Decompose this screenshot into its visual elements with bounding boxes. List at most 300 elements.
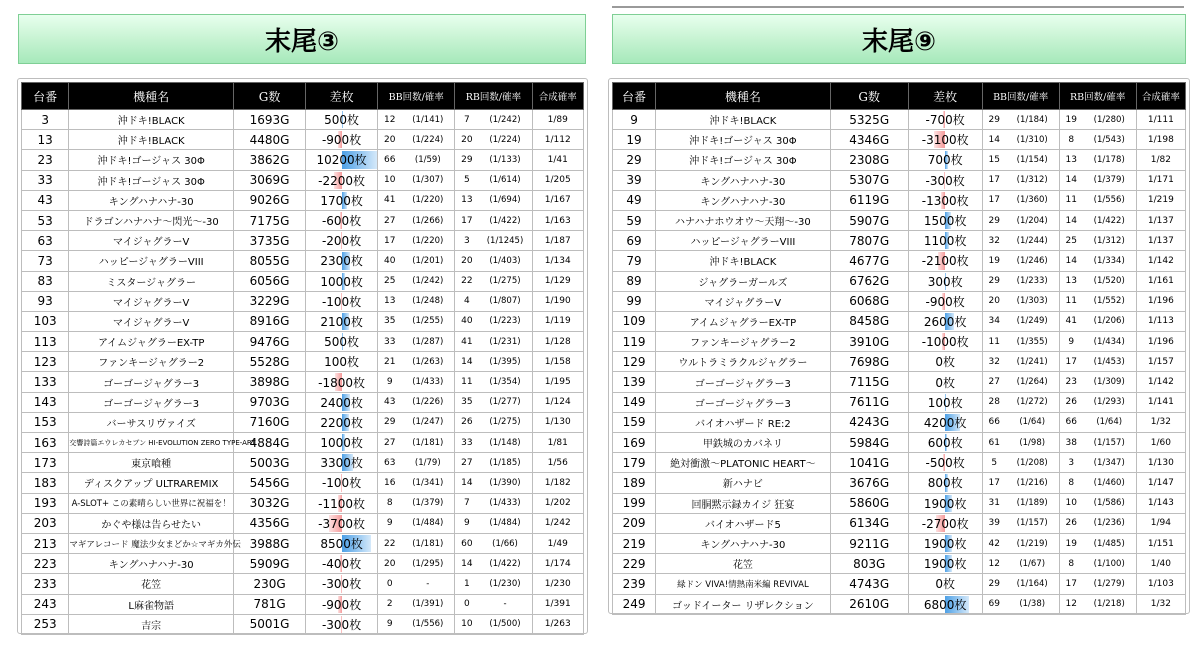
game-count: 5325G: [830, 110, 908, 130]
difference-cell: [908, 554, 982, 574]
header-machine-name: 機種名: [69, 83, 234, 110]
combined-probability: 1/161: [1136, 271, 1185, 291]
combined-probability: 1/187: [532, 231, 584, 251]
game-count: 6119G: [830, 190, 908, 210]
table-row: [22, 110, 584, 130]
combined-probability: 1/196: [1136, 332, 1185, 352]
table-row: [613, 513, 1186, 533]
rb-count: 14: [1059, 251, 1083, 271]
rb-count: 22: [455, 271, 479, 291]
machine-number: 143: [22, 392, 69, 412]
difference-cell: [306, 473, 378, 493]
combined-probability: 1/32: [1136, 594, 1185, 614]
difference-cell: [306, 110, 378, 130]
machine-name: マイジャグラーV: [69, 291, 234, 311]
machine-name: ゴーゴージャグラー3: [69, 372, 234, 392]
machine-name: A-SLOT+ この素晴らしい世界に祝福を！: [69, 493, 234, 513]
section-title: 末尾⑨: [612, 14, 1186, 64]
difference-value: -2200枚: [318, 173, 366, 188]
machine-name: 沖ドキ!ゴージャス 30Φ: [69, 170, 234, 190]
difference-cell: [306, 433, 378, 453]
bb-probability: (1/310): [1006, 130, 1059, 150]
bb-count: 14: [982, 130, 1006, 150]
combined-probability: 1/119: [532, 311, 584, 331]
difference-cell: [908, 150, 982, 170]
rb-count: 26: [1059, 392, 1083, 412]
bb-count: 11: [982, 332, 1006, 352]
difference-cell: [908, 513, 982, 533]
game-count: 5907G: [830, 210, 908, 230]
difference-cell: [306, 291, 378, 311]
difference-value: -200枚: [321, 234, 362, 249]
rb-probability: (1/64): [1083, 412, 1136, 432]
combined-probability: 1/89: [532, 110, 584, 130]
game-count: 7698G: [830, 352, 908, 372]
bb-count: 17: [982, 190, 1006, 210]
combined-probability: 1/113: [1136, 311, 1185, 331]
bb-probability: (1/67): [1006, 554, 1059, 574]
top-divider: [612, 6, 1184, 8]
bb-probability: (1/219): [1006, 533, 1059, 553]
rb-probability: (1/148): [478, 433, 532, 453]
machine-name: キングハナハナ-30: [69, 190, 234, 210]
rb-count: 38: [1059, 433, 1083, 453]
rb-probability: -: [478, 594, 532, 614]
bb-count: 2: [378, 594, 402, 614]
machine-number: 179: [613, 453, 656, 473]
machine-name: 新ハナビ: [656, 473, 831, 493]
combined-probability: 1/143: [1136, 493, 1185, 513]
game-count: 3676G: [830, 473, 908, 493]
rb-probability: (1/280): [1083, 110, 1136, 130]
combined-probability: 1/195: [532, 372, 584, 392]
machine-number: 129: [613, 352, 656, 372]
machine-name: 沖ドキ!ゴージャス 30Φ: [656, 130, 831, 150]
data-table: [612, 82, 1186, 615]
difference-value: 700枚: [927, 153, 963, 168]
bb-count: 69: [982, 594, 1006, 614]
difference-value: 2100枚: [320, 314, 363, 329]
rb-probability: (1/422): [1083, 210, 1136, 230]
table-row: [613, 574, 1186, 594]
game-count: 7160G: [234, 412, 306, 432]
machine-name: 沖ドキ!ゴージャス 30Φ: [69, 150, 234, 170]
bb-probability: (1/242): [401, 271, 455, 291]
machine-number: 123: [22, 352, 69, 372]
combined-probability: 1/167: [532, 190, 584, 210]
bb-count: 20: [378, 130, 402, 150]
bb-probability: (1/59): [401, 150, 455, 170]
game-count: 7175G: [234, 210, 306, 230]
rb-count: 11: [455, 372, 479, 392]
rb-count: 66: [1059, 412, 1083, 432]
rb-count: 14: [455, 473, 479, 493]
rb-count: 26: [1059, 513, 1083, 533]
difference-cell: [908, 392, 982, 412]
bb-probability: (1/181): [401, 433, 455, 453]
difference-value: -600枚: [321, 214, 362, 229]
game-count: 3910G: [830, 332, 908, 352]
machine-name: かぐや様は告らせたい: [69, 513, 234, 533]
rb-probability: (1/395): [478, 352, 532, 372]
bb-probability: (1/266): [401, 210, 455, 230]
rb-probability: (1/66): [478, 533, 532, 553]
difference-value: 1700枚: [320, 193, 363, 208]
machine-name: ファンキージャグラー2: [656, 332, 831, 352]
bb-count: 35: [378, 311, 402, 331]
rb-probability: (1/433): [478, 493, 532, 513]
game-count: 5003G: [234, 453, 306, 473]
table-row: [613, 150, 1186, 170]
game-count: 5909G: [234, 554, 306, 574]
bb-probability: (1/247): [401, 412, 455, 432]
bb-probability: (1/224): [401, 130, 455, 150]
combined-probability: 1/94: [1136, 513, 1185, 533]
combined-probability: 1/174: [532, 554, 584, 574]
difference-value: 1000枚: [320, 436, 363, 451]
game-count: 5860G: [830, 493, 908, 513]
bb-probability: (1/164): [1006, 574, 1059, 594]
machine-name: ドラゴンハナハナ～閃光～-30: [69, 210, 234, 230]
machine-name: マイジャグラーV: [69, 311, 234, 331]
table-row: [613, 190, 1186, 210]
combined-probability: 1/128: [532, 332, 584, 352]
combined-probability: 1/141: [1136, 392, 1185, 412]
rb-count: 10: [455, 614, 479, 634]
rb-probability: (1/543): [1083, 130, 1136, 150]
bb-probability: (1/157): [1006, 513, 1059, 533]
rb-probability: (1/403): [478, 251, 532, 271]
bb-probability: (1/141): [401, 110, 455, 130]
bb-probability: (1/244): [1006, 231, 1059, 251]
difference-cell: [306, 372, 378, 392]
table-row: [22, 332, 584, 352]
machine-name: ゴーゴージャグラー3: [69, 392, 234, 412]
rb-count: 41: [1059, 311, 1083, 331]
rb-probability: (1/1245): [478, 231, 532, 251]
rb-probability: (1/460): [1083, 473, 1136, 493]
table-row: [22, 473, 584, 493]
combined-probability: 1/60: [1136, 433, 1185, 453]
machine-number: 69: [613, 231, 656, 251]
combined-probability: 1/230: [532, 574, 584, 594]
table-row: [22, 291, 584, 311]
combined-probability: 1/202: [532, 493, 584, 513]
rb-probability: (1/218): [1083, 594, 1136, 614]
machine-number: 199: [613, 493, 656, 513]
machine-number: 163: [22, 433, 69, 453]
combined-probability: 1/111: [1136, 110, 1185, 130]
machine-name: 沖ドキ!BLACK: [69, 110, 234, 130]
rb-count: 11: [1059, 291, 1083, 311]
machine-number: 149: [613, 392, 656, 412]
bb-count: 32: [982, 231, 1006, 251]
rb-count: 8: [1059, 554, 1083, 574]
table-row: [22, 433, 584, 453]
rb-count: 9: [1059, 332, 1083, 352]
bb-count: 12: [982, 554, 1006, 574]
section-title: 末尾③: [18, 14, 586, 64]
machine-number: 33: [22, 170, 69, 190]
machine-name: ディスクアップ ULTRAREMIX: [69, 473, 234, 493]
difference-value: -3100枚: [921, 133, 969, 148]
rb-count: 20: [455, 251, 479, 271]
machine-name: 花笠: [656, 554, 831, 574]
machine-number: 213: [22, 533, 69, 553]
bb-probability: (1/79): [401, 453, 455, 473]
bb-count: 10: [378, 170, 402, 190]
difference-cell: [306, 150, 378, 170]
bb-count: 20: [378, 554, 402, 574]
difference-cell: [306, 231, 378, 251]
game-count: 5456G: [234, 473, 306, 493]
machine-name: 緑ドン VIVA!情熱南米編 REVIVAL: [656, 574, 831, 594]
difference-value: 100枚: [324, 355, 360, 370]
rb-count: 10: [1059, 493, 1083, 513]
rb-probability: (1/223): [478, 311, 532, 331]
game-count: 3229G: [234, 291, 306, 311]
machine-name: ゴーゴージャグラー3: [656, 392, 831, 412]
header-games: G数: [234, 83, 306, 110]
combined-probability: 1/242: [532, 513, 584, 533]
bb-count: 39: [982, 513, 1006, 533]
difference-value: -3700枚: [318, 516, 366, 531]
machine-name: ジャグラーガールズ: [656, 271, 831, 291]
rb-probability: (1/157): [1083, 433, 1136, 453]
table-row: [613, 372, 1186, 392]
combined-probability: 1/142: [1136, 251, 1185, 271]
machine-name: 沖ドキ!ゴージャス 30Φ: [656, 150, 831, 170]
difference-cell: [306, 453, 378, 473]
combined-probability: 1/158: [532, 352, 584, 372]
rb-probability: (1/390): [478, 473, 532, 493]
rb-count: 60: [455, 533, 479, 553]
bb-count: 17: [378, 231, 402, 251]
table-row: [22, 271, 584, 291]
bb-probability: (1/226): [401, 392, 455, 412]
machine-number: 109: [613, 311, 656, 331]
difference-value: 1100枚: [923, 234, 967, 249]
rb-probability: (1/422): [478, 210, 532, 230]
game-count: 4884G: [234, 433, 306, 453]
difference-cell: [908, 110, 982, 130]
bb-count: 29: [982, 110, 1006, 130]
rb-count: 8: [1059, 130, 1083, 150]
machine-number: 233: [22, 574, 69, 594]
table-row: [613, 271, 1186, 291]
bb-probability: (1/303): [1006, 291, 1059, 311]
difference-value: -2700枚: [921, 516, 969, 531]
table-row: [613, 130, 1186, 150]
difference-value: 300枚: [927, 274, 963, 289]
combined-probability: 1/137: [1136, 210, 1185, 230]
difference-cell: [908, 210, 982, 230]
bb-probability: (1/154): [1006, 150, 1059, 170]
rb-probability: (1/422): [478, 554, 532, 574]
difference-cell: [908, 574, 982, 594]
machine-number: 43: [22, 190, 69, 210]
combined-probability: 1/40: [1136, 554, 1185, 574]
bb-count: 0: [378, 574, 402, 594]
table-row: [613, 594, 1186, 614]
difference-cell: [908, 473, 982, 493]
machine-name: L麻雀物語: [69, 594, 234, 614]
difference-value: -100枚: [321, 294, 362, 309]
game-count: 1041G: [830, 453, 908, 473]
difference-cell: [306, 170, 378, 190]
difference-cell: [306, 130, 378, 150]
header-difference: 差枚: [306, 83, 378, 110]
game-count: 781G: [234, 594, 306, 614]
rb-count: 13: [1059, 271, 1083, 291]
header-machine-name: 機種名: [656, 83, 831, 110]
game-count: 4243G: [830, 412, 908, 432]
combined-probability: 1/134: [532, 251, 584, 271]
bb-count: 17: [982, 170, 1006, 190]
combined-probability: 1/82: [1136, 150, 1185, 170]
bb-count: 29: [982, 574, 1006, 594]
bb-probability: (1/241): [1006, 352, 1059, 372]
rb-probability: (1/453): [1083, 352, 1136, 372]
machine-number: 89: [613, 271, 656, 291]
data-table-frame: [608, 78, 1190, 614]
table-row: [613, 412, 1186, 432]
game-count: 2610G: [830, 594, 908, 614]
rb-count: 5: [455, 170, 479, 190]
machine-name: 絶対衝激～PLATONIC HEART～: [656, 453, 831, 473]
game-count: 2308G: [830, 150, 908, 170]
table-row: [613, 210, 1186, 230]
table-row: [22, 231, 584, 251]
difference-cell: [306, 190, 378, 210]
difference-value: -300枚: [321, 617, 362, 632]
difference-cell: [908, 433, 982, 453]
machine-name: アイムジャグラーEX-TP: [656, 311, 831, 331]
table-row: [22, 594, 584, 614]
rb-probability: (1/379): [1083, 170, 1136, 190]
bb-probability: (1/204): [1006, 210, 1059, 230]
difference-cell: [306, 594, 378, 614]
difference-value: 2400枚: [320, 395, 363, 410]
rb-probability: (1/354): [478, 372, 532, 392]
bb-count: 9: [378, 614, 402, 634]
bb-probability: (1/64): [1006, 412, 1059, 432]
bb-probability: (1/98): [1006, 433, 1059, 453]
bb-probability: -: [401, 574, 455, 594]
difference-cell: [908, 231, 982, 251]
difference-value: 800枚: [927, 476, 963, 491]
bb-probability: (1/184): [1006, 110, 1059, 130]
combined-probability: 1/103: [1136, 574, 1185, 594]
game-count: 8916G: [234, 311, 306, 331]
bb-count: 9: [378, 372, 402, 392]
machine-number: 59: [613, 210, 656, 230]
machine-name: マイジャグラーV: [69, 231, 234, 251]
bb-probability: (1/246): [1006, 251, 1059, 271]
combined-probability: 1/196: [1136, 291, 1185, 311]
bb-probability: (1/248): [401, 291, 455, 311]
table-row: [22, 533, 584, 553]
table-row: [613, 231, 1186, 251]
game-count: 7611G: [830, 392, 908, 412]
rb-count: 19: [1059, 110, 1083, 130]
bb-probability: (1/295): [401, 554, 455, 574]
rb-count: 20: [455, 130, 479, 150]
combined-probability: 1/198: [1136, 130, 1185, 150]
game-count: 9026G: [234, 190, 306, 210]
header-bb: BB回数/確率: [378, 83, 455, 110]
machine-number: 9: [613, 110, 656, 130]
difference-cell: [306, 210, 378, 230]
bb-probability: (1/249): [1006, 311, 1059, 331]
game-count: 9476G: [234, 332, 306, 352]
difference-value: 3300枚: [320, 456, 363, 471]
difference-value: -900枚: [925, 294, 965, 309]
rb-probability: (1/807): [478, 291, 532, 311]
game-count: 3862G: [234, 150, 306, 170]
bb-count: 15: [982, 150, 1006, 170]
machine-number: 93: [22, 291, 69, 311]
combined-probability: 1/163: [532, 210, 584, 230]
bb-probability: (1/272): [1006, 392, 1059, 412]
bb-count: 61: [982, 433, 1006, 453]
bb-probability: (1/38): [1006, 594, 1059, 614]
machine-number: 13: [22, 130, 69, 150]
bb-probability: (1/312): [1006, 170, 1059, 190]
machine-number: 253: [22, 614, 69, 634]
game-count: 9703G: [234, 392, 306, 412]
machine-name: アイムジャグラーEX-TP: [69, 332, 234, 352]
difference-value: 2600枚: [923, 314, 967, 329]
game-count: 9211G: [830, 533, 908, 553]
bb-count: 19: [982, 251, 1006, 271]
difference-value: 2200枚: [320, 415, 363, 430]
table-row: [22, 210, 584, 230]
bb-count: 43: [378, 392, 402, 412]
table-row: [613, 332, 1186, 352]
difference-cell: [306, 392, 378, 412]
rb-probability: (1/309): [1083, 372, 1136, 392]
machine-name: バーサスリヴァイズ: [69, 412, 234, 432]
rb-count: 35: [455, 392, 479, 412]
difference-cell: [908, 291, 982, 311]
machine-number: 169: [613, 433, 656, 453]
combined-probability: 1/182: [532, 473, 584, 493]
table-row: [613, 473, 1186, 493]
machine-name: 甲鉄城のカバネリ: [656, 433, 831, 453]
rb-count: 7: [455, 110, 479, 130]
combined-probability: 1/32: [1136, 412, 1185, 432]
rb-probability: (1/133): [478, 150, 532, 170]
bb-probability: (1/233): [1006, 271, 1059, 291]
bb-count: 63: [378, 453, 402, 473]
difference-value: -900枚: [321, 597, 362, 612]
game-count: 3032G: [234, 493, 306, 513]
rb-probability: (1/224): [478, 130, 532, 150]
rb-count: 19: [1059, 533, 1083, 553]
game-count: 5001G: [234, 614, 306, 634]
bb-probability: (1/263): [401, 352, 455, 372]
header-difference: 差枚: [908, 83, 982, 110]
machine-number: 83: [22, 271, 69, 291]
machine-name: ハッピージャグラーVIII: [656, 231, 831, 251]
rb-probability: (1/236): [1083, 513, 1136, 533]
difference-cell: [306, 412, 378, 432]
machine-number: 153: [22, 412, 69, 432]
combined-probability: 1/129: [532, 271, 584, 291]
bb-probability: (1/220): [401, 190, 455, 210]
difference-cell: [306, 271, 378, 291]
